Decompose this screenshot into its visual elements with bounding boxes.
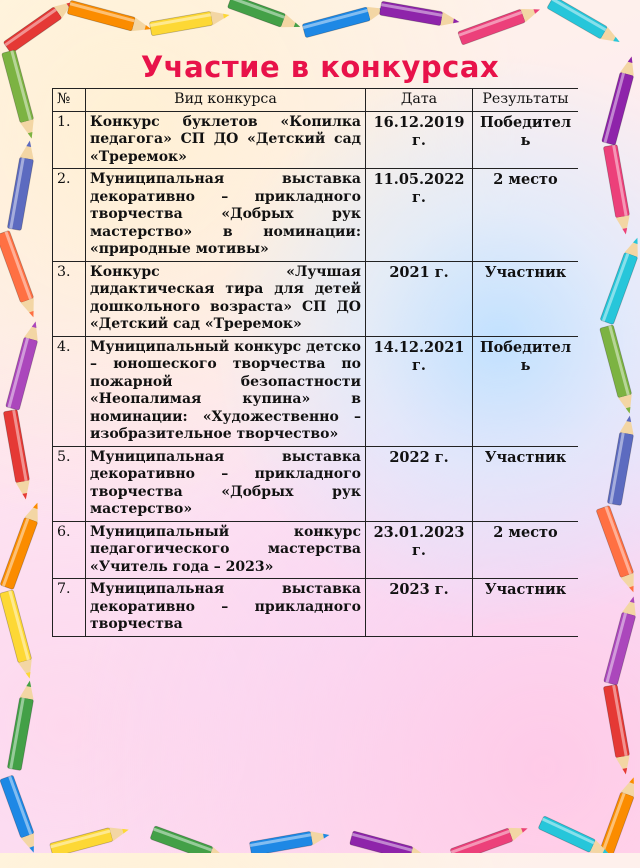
table-row — [53, 261, 579, 336]
header-type: Вид конкурса — [86, 89, 366, 112]
row-type: Муниципальная выставка декоративно – прикладного творчества «Добрых рук мастерство» в номинации: «природные мотивы» — [86, 169, 366, 262]
row-result: 2 место — [473, 521, 579, 579]
row-date: 2022 г. — [366, 446, 473, 521]
pencil-decoration — [547, 0, 623, 48]
row-date: 2023 г. — [366, 579, 473, 637]
table-row — [53, 446, 579, 521]
pencil-decoration — [0, 230, 40, 319]
pencil-decoration — [0, 500, 44, 589]
header-num: № — [53, 89, 86, 112]
row-result: Победитель — [473, 336, 579, 446]
row-type: Конкурс «Лучшая дидактическая тира для детей дошкольного возраста» СП ДО «Детский сад «Треремок» — [86, 261, 366, 336]
table-row — [53, 336, 579, 446]
row-num: 7. — [53, 579, 86, 637]
row-result: 2 место — [473, 169, 579, 262]
table-row — [53, 169, 579, 262]
pencil-decoration — [596, 505, 640, 594]
row-result: Участник — [473, 446, 579, 521]
table-row — [53, 111, 579, 169]
table-header-row — [53, 89, 579, 112]
row-num: 4. — [53, 336, 86, 446]
row-num: 3. — [53, 261, 86, 336]
pencil-decoration — [67, 0, 153, 36]
pencil-decoration — [6, 320, 43, 411]
pencil-decoration — [0, 775, 40, 853]
row-type: Муниципальная выставка декоративно – прикладного творчества — [86, 579, 366, 637]
row-type: Муниципальный конкурс детско – юношеского творчества по пожарной безопастности «Неопалимая купина» в номинации: «Художественно – изобразительное творчество» — [86, 336, 366, 446]
header-date: Дата — [366, 89, 473, 112]
pencil-decoration — [0, 590, 36, 681]
pencil-decoration — [149, 8, 230, 36]
pencil-decoration — [227, 0, 302, 33]
pencil-decoration — [7, 139, 36, 230]
pencil-decoration — [458, 3, 543, 45]
pencil-decoration — [3, 409, 32, 500]
table-row — [53, 521, 579, 579]
pencil-decoration — [603, 684, 632, 775]
row-type: Конкурс буклетов «Копилка педагога» СП ДО «Детский сад «Треремок» — [86, 111, 366, 169]
header-result: Результаты — [473, 89, 579, 112]
pencil-decoration — [302, 2, 388, 38]
contests-table — [52, 88, 578, 637]
row-date: 16.12.2019 г. — [366, 111, 473, 169]
contests-table-container — [52, 88, 578, 868]
table-row — [53, 579, 579, 637]
row-result: Участник — [473, 261, 579, 336]
page-title: Участие в конкурсах — [140, 50, 500, 84]
row-type: Муниципальная выставка декоративно – прикладного творчества «Добрых рук мастерство» — [86, 446, 366, 521]
pencil-decoration — [604, 595, 640, 686]
row-num: 5. — [53, 446, 86, 521]
row-date: 23.01.2023 г. — [366, 521, 473, 579]
pencil-decoration — [379, 1, 460, 29]
pencil-decoration — [600, 235, 640, 324]
row-type: Муниципальный конкурс педагогического мастерства «Учитель года – 2023» — [86, 521, 366, 579]
pencil-decoration — [3, 0, 77, 54]
row-date: 2021 г. — [366, 261, 473, 336]
pencil-decoration — [7, 679, 36, 770]
row-num: 2. — [53, 169, 86, 262]
pencil-decoration — [603, 144, 632, 235]
row-result: Участник — [473, 579, 579, 637]
pencil-decoration — [600, 775, 640, 853]
row-num: 6. — [53, 521, 86, 579]
pencil-decoration — [600, 325, 637, 416]
row-num: 1. — [53, 111, 86, 169]
row-result: Победитель — [473, 111, 579, 169]
row-date: 11.05.2022 г. — [366, 169, 473, 262]
pencil-decoration — [607, 414, 636, 505]
row-date: 14.12.2021 г. — [366, 336, 473, 446]
